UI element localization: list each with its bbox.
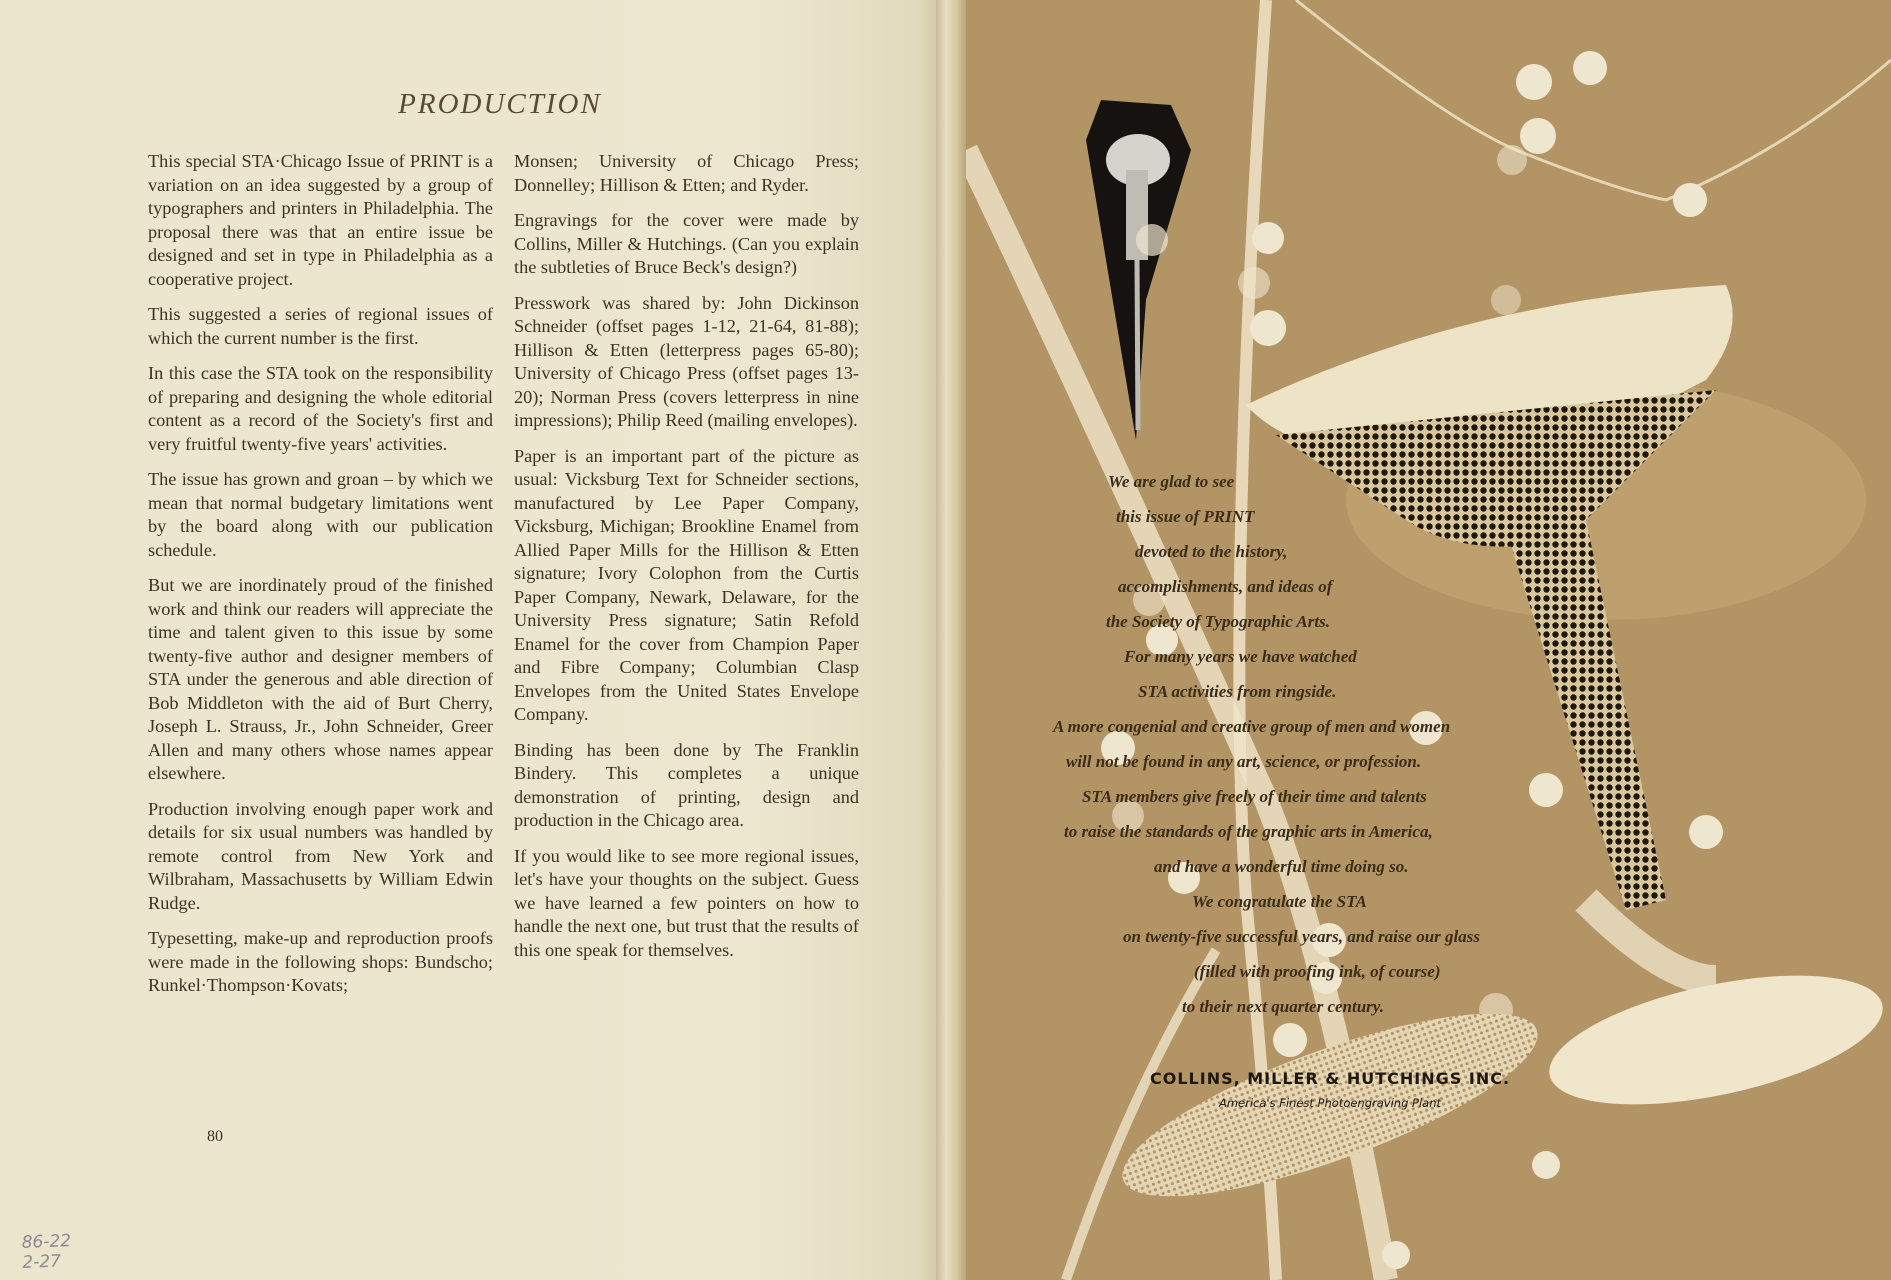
paragraph: But we are inordinately proud of the finished work and think our readers will appreciate the time and talent given to this issue by some twenty-five author and designer members of STA under the generous and able direction of Bob Middleton with the aid of Burt Cherry, Joseph L. Strauss, Jr., John Schneider, Greer Allen and many others whose names appear elsewhere. [148, 575, 493, 783]
poem-line: A more congenial and creative group of men and women [1053, 717, 1451, 736]
paragraph: Presswork was shared by: John Dickinson Schneider (offset pages 1-12, 21-64, 81-88); Hillison & Etten (letterpress pages 65-80); University of Chicago Press (offset pages 13-20); Norman Press (covers letterpress in nine impressions); Philip Reed (mailing envelopes). [514, 292, 859, 430]
engraver-logo-name: COLLINS, MILLER & HUTCHINGS INC. [1150, 1069, 1511, 1088]
poem-line: to raise the standards of the graphic arts in America, [1064, 822, 1433, 841]
left-page [0, 0, 945, 1280]
engraver-logo [1150, 1068, 1510, 1112]
paragraph: Engravings for the cover were made by Collins, Miller & Hutchings. (Can you explain the subtleties of Bruce Beck's design?) [514, 210, 859, 277]
pencil-note-line: 2-27 [22, 1251, 62, 1273]
poem-line: STA members give freely of their time and talents [1082, 787, 1427, 806]
poem-line: to their next quarter century. [1182, 997, 1384, 1016]
book-spine [936, 0, 970, 1280]
paragraph: This suggested a series of regional issues of which the current number is the first. [148, 304, 493, 348]
poem-line: (filled with proofing ink, of course) [1194, 962, 1441, 981]
paragraph: If you would like to see more regional issues, let's have your thoughts on the subject. Guess we have learned a few pointers on how to handle the next one, but trust that the results of this one speak for themselves. [514, 845, 859, 960]
light-streak [1296, 0, 1891, 200]
poem-line: will not be found in any art, science, or profession. [1066, 752, 1422, 771]
poem-line: and have a wonderful time doing so. [1154, 857, 1409, 876]
paragraph: Paper is an important part of the picture as usual: Vicksburg Text for Schneider sections, manufactured by Lee Paper Company, Vicksburg, Michigan; Brookline Enamel from Allied Paper Mills for the Hillison & Etten signature; Ivory Colophon from the Curtis Paper Company, Newark, Delaware, for the University Press signature; Satin Refold Enamel for the cover from Champion Paper and Fibre Company; Columbian Clasp Envelopes from the United States Envelope Company. [514, 445, 859, 724]
poem-line: devoted to the history, [1135, 542, 1288, 561]
paragraph: Binding has been done by The Franklin Bindery. This completes a unique demonstration of printing, design and production in the Chicago area. [514, 739, 859, 830]
text-column-1 [148, 150, 493, 1010]
glass-stem-base [1586, 900, 1716, 980]
poem-line: For many years we have watched [1124, 647, 1357, 666]
pencil-note-line: 86-22 [21, 1231, 72, 1253]
poem-line: this issue of PRINT [1116, 507, 1255, 526]
paragraph: Typesetting, make-up and reproduction proofs were made in the following shops: Bundscho; Runkel·Thompson·Kovats; [148, 928, 493, 995]
page-title: PRODUCTION [398, 88, 602, 120]
page-number: 80 [207, 1128, 223, 1145]
paragraph: In this case the STA took on the responsibility of preparing and designing the whole editorial content as a record of the Society's first and very fruitful twenty-five years' activities. [148, 363, 493, 454]
paragraph: The issue has grown and groan – by which we mean that normal budgetary limitations went by the board along with our publication schedule. [148, 469, 493, 560]
text-column-2 [514, 150, 859, 974]
poem-line: We are glad to see [1108, 472, 1235, 491]
poem-line: STA activities from ringside. [1138, 682, 1337, 701]
engraving-tool-icon [1086, 100, 1191, 440]
poem-line: the Society of Typographic Arts. [1106, 612, 1330, 631]
paragraph: This special STA·Chicago Issue of PRINT is a variation on an idea suggested by a group of typographers and printers in Philadelphia. The proposal there was that an entire issue be designed and set in type in Philadelphia as a cooperative project. [148, 151, 493, 289]
poem-line: We congratulate the STA [1192, 892, 1367, 911]
paragraph: Production involving enough paper work and details for six usual numbers was handled by remote control from New York and Wilbraham, Massachusetts by William Edwin Rudge. [148, 798, 493, 913]
paragraph: Monsen; University of Chicago Press; Donnelley; Hillison & Etten; and Ryder. [514, 151, 859, 195]
pencil-note [21, 1231, 72, 1273]
poem-line: on twenty-five successful years, and raise our glass [1123, 927, 1480, 946]
poem-line: accomplishments, and ideas of [1118, 577, 1333, 596]
engraver-logo-tagline: America's Finest Photoengraving Plant [1218, 1096, 1442, 1110]
